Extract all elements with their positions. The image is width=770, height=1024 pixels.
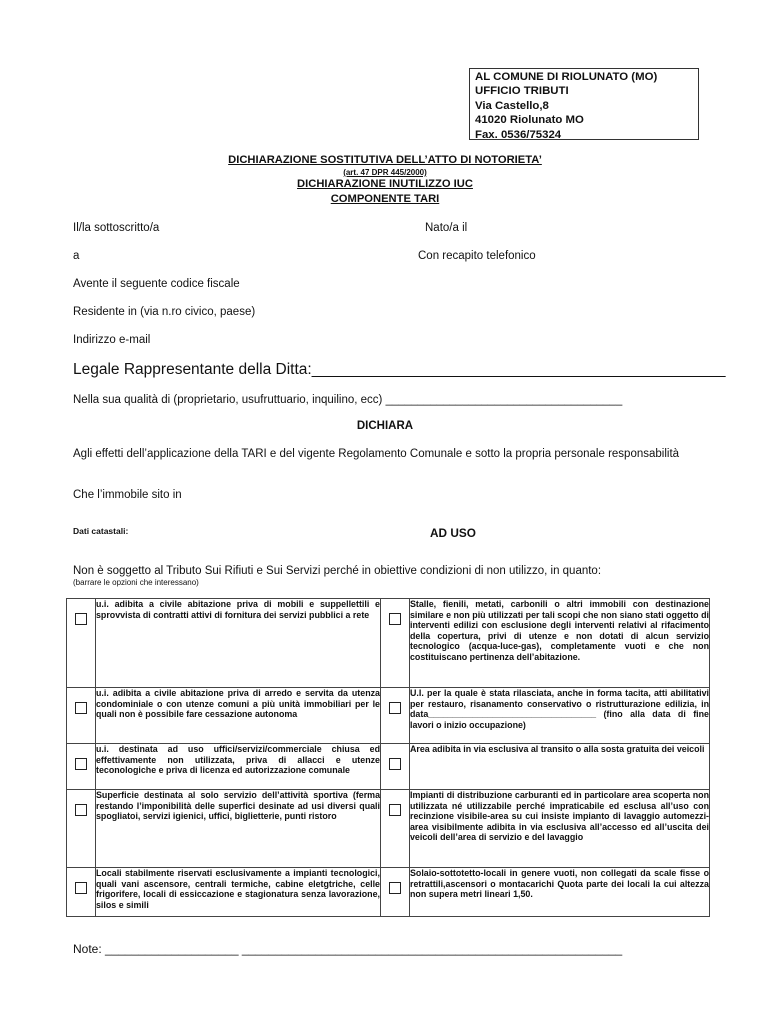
option-checkbox[interactable] — [75, 613, 87, 625]
option-text: U.I. per la quale è stata rilasciata, anche in forma tacita, atti abilitativi per restauro, risanamento conservativo o ristrutturazione edilizia, in data__________________________________ (fino alla data di fine lavori o inizio occupazione) — [410, 688, 710, 744]
option-checkbox[interactable] — [75, 804, 87, 816]
address-line: Via Castello,8 — [475, 99, 549, 112]
recipient-address-box — [469, 68, 699, 140]
document-subtitle: (art. 47 DPR 445/2000) — [343, 168, 427, 177]
option-checkbox[interactable] — [389, 758, 401, 770]
field-immobile[interactable]: Che l’immobile sito in — [73, 489, 182, 501]
option-text: Area adibita in via esclusiva al transito o alla sosta gratuita dei veicoli — [410, 744, 710, 790]
dati-catastali-label: Dati catastali: — [73, 526, 129, 536]
option-checkbox[interactable] — [389, 804, 401, 816]
option-text: u.i. destinata ad uso uffici/servizi/commerciale chiusa ed effettivamente non utilizzata, priva di allacci e utenze teconologiche e priva di licenza ed autorizzazione comunale — [96, 744, 381, 790]
field-note[interactable]: Note: ____________________ _________________________________________________________ — [73, 942, 623, 956]
field-qualita[interactable]: Nella sua qualità di (proprietario, usufruttuario, inquilino, ecc) _____________________________________ — [73, 394, 623, 406]
option-text: Superficie destinata al solo servizio dell’attività sportiva (ferma restando l’imponibilità delle superfici desinate ad usi diversi quali spogliatoi, servizi igienici, uffici, biglietterie, punti ristoro — [96, 790, 381, 868]
option-checkbox[interactable] — [389, 613, 401, 625]
barrare-hint: (barrare le opzioni che interessano) — [73, 578, 199, 587]
option-text: u.i. adibita a civile abitazione priva di mobili e suppellettili e sprovvista di contratti attivi di fornitura dei servizi pubblici a rete — [96, 599, 381, 688]
table-row — [67, 744, 710, 790]
document-title: DICHIARAZIONE SOSTITUTIVA DELL’ATTO DI NOTORIETA’ — [228, 154, 542, 166]
field-residente[interactable]: Residente in (via n.ro civico, paese) — [73, 306, 256, 318]
option-checkbox[interactable] — [75, 882, 87, 894]
address-line: AL COMUNE DI RIOLUNATO (MO) — [475, 71, 658, 83]
field-email[interactable]: Indirizzo e-mail — [73, 334, 151, 346]
field-nato[interactable]: Nato/a il — [425, 222, 468, 234]
table-row — [67, 868, 710, 917]
field-luogo[interactable]: a — [73, 250, 80, 262]
document-title-3: COMPONENTE TARI — [330, 193, 440, 205]
field-recapito[interactable]: Con recapito telefonico — [418, 250, 536, 262]
table-row — [67, 790, 710, 868]
option-text: Impianti di distribuzione carburanti ed in particolare area scoperta non utilizzata né utilizzabile perché impraticabile ed esclusa all’uso con recinzione visibile-area su cui insiste impianto di lavaggio automezzi-area visibilmente adibita in via esclusiva all’accesso ed all’uscita dei veicoli dell’area di servizio e del lavaggio — [410, 790, 710, 868]
option-checkbox[interactable] — [389, 702, 401, 714]
document-title-2: DICHIARAZIONE INUTILIZZO IUC — [297, 178, 473, 190]
table-row — [67, 688, 710, 744]
option-text: Stalle, fienili, metati, carbonili o altri immobili con destinazione similare e non più utilizzati per tali scopi che non siano stati oggetto di interventi edilizi con esclusione degli interventi relativi al rifacimento della copertura, privi di utenze e non dotati di alcun servizio tecnologico (acqua-luce-gas), completamente vuoti e che non costituiscano pertinenza dell’abitazione. — [410, 599, 710, 688]
dichiara-heading: DICHIARA — [356, 420, 414, 432]
table-row — [67, 599, 710, 688]
option-checkbox[interactable] — [389, 882, 401, 894]
ad-uso-label: AD USO — [430, 526, 476, 540]
option-checkbox[interactable] — [75, 758, 87, 770]
field-sottoscritto[interactable]: Il/la sottoscritto/a — [73, 222, 160, 234]
option-text: Solaio-sottotetto-locali in genere vuoti, non collegati da scale fisse o retrattili,ascensori o montacarichi Quota parte dei locali la cui altezza non supera metri lineari 1,50. — [410, 868, 710, 917]
address-line: 41020 Riolunato MO — [475, 114, 584, 127]
options-table — [66, 598, 710, 917]
intro-paragraph: Agli effetti dell’applicazione della TARI e del vigente Regolamento Comunale e sotto la propria personale responsabilità — [73, 448, 680, 460]
field-legale-rappresentante[interactable]: Legale Rappresentante della Ditta:________________________________________________ — [73, 361, 726, 378]
address-line: UFFICIO TRIBUTI — [475, 85, 569, 98]
option-text: Locali stabilmente riservati esclusivamente a impianti tecnologici, quali vani ascensore, centrali termiche, cabine eletgtriche, celle frigorifere, locali di essiccazione e stagionatura senza lavorazione, silos e simili — [96, 868, 381, 917]
field-codice-fiscale[interactable]: Avente il seguente codice fiscale — [73, 278, 240, 290]
option-checkbox[interactable] — [75, 702, 87, 714]
non-soggetto-text: Non è soggetto al Tributo Sui Rifiuti e Sui Servizi perché in obiettive condizioni di non utilizzo, in quanto: — [73, 565, 602, 577]
option-text: u.i. adibita a civile abitazione priva di arredo e servita da utenza condominiale o con utenze comuni a più unità immobiliari per le quali non è possibile fare cessazione autonoma — [96, 688, 381, 744]
address-line: Fax. 0536/75324 — [475, 128, 562, 141]
